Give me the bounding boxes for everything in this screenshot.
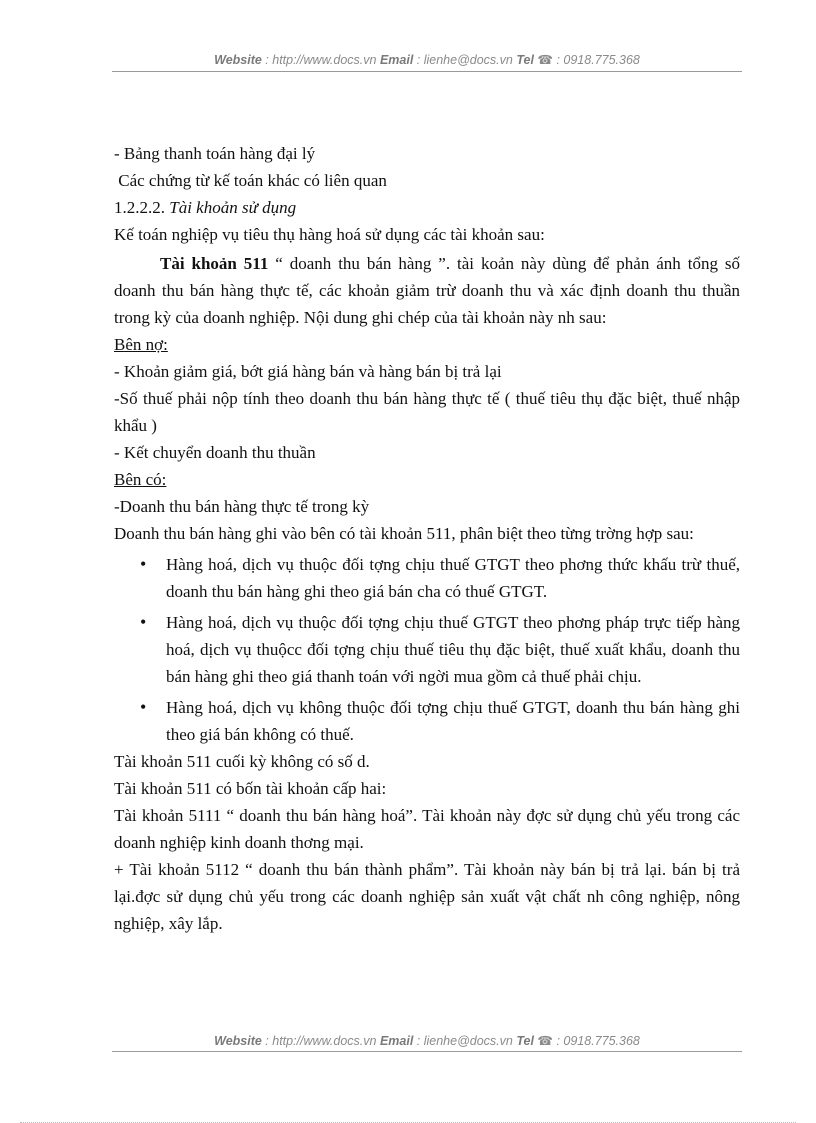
bullet-item <box>114 551 740 605</box>
debit-item: -Số thuế phải nộp tính theo doanh thu bán hàng thực tế ( thuế tiêu thụ đặc biệt, thuế nhập khẩu ) <box>114 389 740 435</box>
text-line: Các chứng từ kế toán khác có liên quan <box>114 171 387 190</box>
credit-item: Doanh thu bán hàng ghi vào bên có tài khoản 511, phân biệt theo từng trờng hợp sau: <box>114 524 694 543</box>
credit-item: -Doanh thu bán hàng thực tế trong kỳ <box>114 497 370 516</box>
section-heading <box>114 194 740 221</box>
bullet-icon: • <box>140 697 147 717</box>
section-title: Tài khoản sử dụng <box>169 198 297 217</box>
text-line: Kế toán nghiệp vụ tiêu thụ hàng hoá sử dụng các tài khoản sau: <box>114 225 545 244</box>
footer-rule <box>112 1051 742 1052</box>
bullet-text: Hàng hoá, dịch vụ không thuộc đối tợng chịu thuế GTGT, doanh thu bán hàng ghi theo giá bán không có thuế. <box>166 698 740 744</box>
bullet-text: Hàng hoá, dịch vụ thuộc đối tợng chịu thuế GTGT theo phơng thức khấu trừ thuế, doanh thu bán hàng ghi theo giá bán cha có thuế GTGT. <box>166 555 740 601</box>
section-number: 1.2.2.2. <box>114 198 170 217</box>
header-website-value[interactable]: : http://www.docs.vn <box>261 53 380 67</box>
header-email-value[interactable]: : lienhe@docs.vn <box>413 53 517 67</box>
text-line: - Bảng thanh toán hàng đại lý <box>114 144 316 163</box>
account-511-label: Tài khoản 511 <box>160 254 269 273</box>
text-line: Tài khoản 511 có bốn tài khoản cấp hai: <box>114 779 387 798</box>
footer-tel-value: ☎ : 0918.775.368 <box>533 1034 640 1048</box>
header-tel-value: ☎ : 0918.775.368 <box>533 53 640 67</box>
footer-website-value[interactable]: : http://www.docs.vn <box>261 1034 380 1048</box>
bullet-icon: • <box>140 554 147 574</box>
page-footer <box>112 1033 742 1048</box>
bullet-icon: • <box>140 612 147 632</box>
header-email-label: Email <box>379 53 414 67</box>
footer-website-label: Website <box>214 1034 262 1048</box>
footer-email-label: Email <box>379 1034 414 1048</box>
header-tel-label: Tel <box>516 53 534 67</box>
page-header <box>112 52 742 67</box>
account-511-text: “ doanh thu bán hàng ”. tài koản này dùng để phản ánh tổng số doanh thu bán hàng thực tế, các khoản giảm trừ doanh thu và xác định doanh thu thuần trong kỳ của doanh nghiệp. Nội dung ghi chép của tài khoản này nh sau: <box>114 254 740 327</box>
bullet-item <box>114 694 740 748</box>
credit-heading: Bên có: <box>114 470 167 489</box>
footer-email-value[interactable]: : lienhe@docs.vn <box>413 1034 517 1048</box>
debit-item: - Khoản giảm giá, bớt giá hàng bán và hàng bán bị trả lại <box>114 362 502 381</box>
debit-item: - Kết chuyển doanh thu thuần <box>114 443 316 462</box>
header-rule <box>112 71 742 72</box>
footer-tel-label: Tel <box>516 1034 534 1048</box>
account-511-paragraph <box>114 250 740 331</box>
bullet-item <box>114 609 740 690</box>
sub-account-5111: Tài khoản 5111 “ doanh thu bán hàng hoá”. Tài khoản này đợc sử dụng chủ yếu trong các doanh nghiệp kinh doanh thơng mại. <box>114 806 740 852</box>
debit-heading: Bên nợ: <box>114 335 168 354</box>
sub-account-5112: + Tài khoản 5112 “ doanh thu bán thành phẩm”. Tài khoản này bán bị trả lại. bán bị trả lại.đợc sử dụng chủ yếu trong các doanh nghiệp sản xuất vật chất nh công nghiệp, nông nghiệp, xây lắp. <box>114 860 740 933</box>
document-body <box>114 140 740 937</box>
bullet-text: Hàng hoá, dịch vụ thuộc đối tợng chịu thuế GTGT theo phơng pháp trực tiếp hàng hoá, dịch vụ thuộcc đối tợng chịu thuế tiêu thụ đặc biệt, thuế xuất khẩu, doanh thu bán hàng ghi theo giá thanh toán với ngời mua gồm cả thuế phải chịu. <box>166 613 740 686</box>
text-line: Tài khoản 511 cuối kỳ không có số d. <box>114 752 370 771</box>
header-website-label: Website <box>214 53 262 67</box>
